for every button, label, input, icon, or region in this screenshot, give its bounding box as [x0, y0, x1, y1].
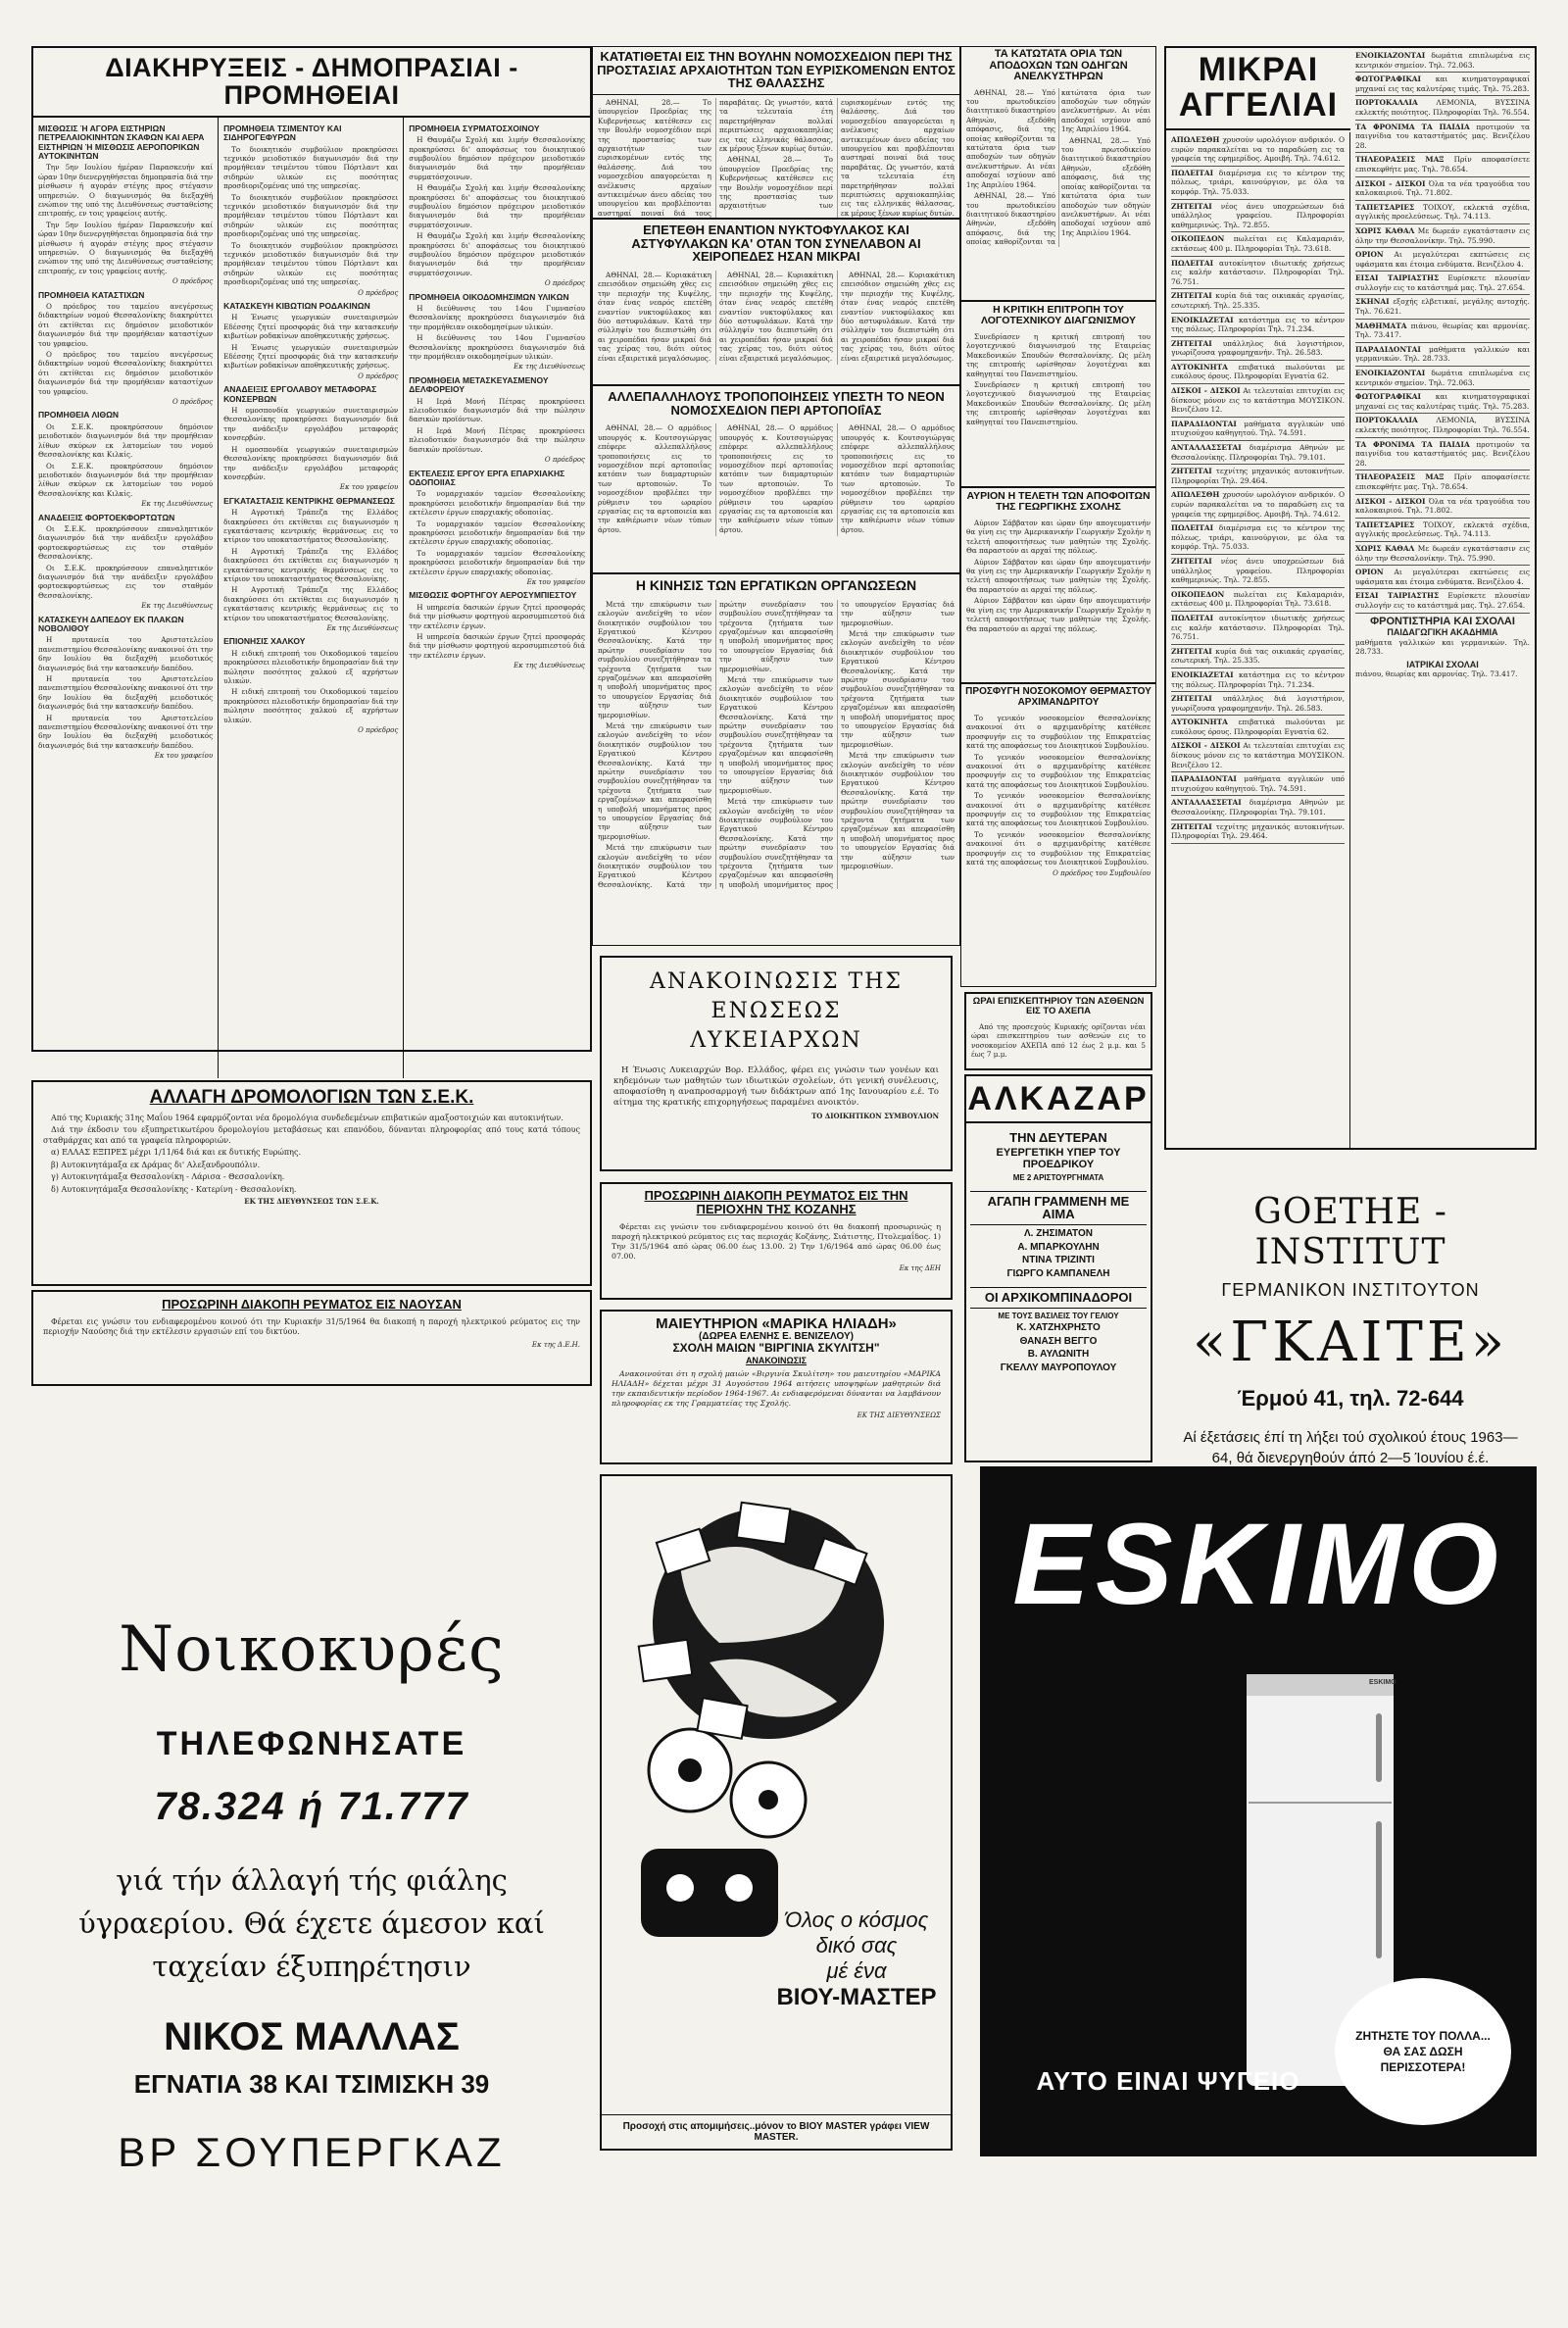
classified-ad: ΠΩΛΕΙΤΑΙ διαμέρισμα εις το κέντρον της πόλεως, τριάρι, καινούργιον, με όλα τα κομφόρ. Τηλ. 75.033.: [1171, 523, 1345, 555]
viewmaster-tagline-3: μέ ένα: [826, 1958, 887, 1983]
play-one-title: ΑΓΑΠΗ ΓΡΑΜΜΕΝΗ ΜΕ ΑΙΜΑ: [970, 1191, 1147, 1225]
goethe-greek: «ΓΚΑΙΤΕ»: [1192, 1311, 1508, 1374]
classified-ad: ΟΙΚΟΠΕΔΟΝ πωλείται εις Καλαμαριάν, εκτάσεως 400 μ. Πληροφορίαι Τηλ. 73.618.: [1171, 234, 1345, 256]
naousa-title: ΠΡΟΣΩΡΙΝΗ ΔΙΑΚΟΠΗ ΡΕΥΜΑΤΟΣ ΕΙΣ ΝΑΟΥΣΑΝ: [162, 1297, 462, 1312]
archimandrite-article: ΠΡΟΣΦΥΓΗ ΝΟΣΟΚΟΜΟΥ ΘΕΡΜΑΣΤΟΥ ΑΡΧΙΜΑΝΔΡΙΤΟΥ Το γενικόν νοσοκομείον Θεσσαλονίκης ανακοινοί ότι ο αρχιμανδρίτης κατέθεσε προσφυγήν εις το συμβούλιον της Επικρατείας κατά της αποφάσεως του Διοικητικού Συμβουλίου. Το γενικόν νοσοκομείον Θεσσαλονίκης ανακοινοί ότι ο αρχιμανδρίτης κατέθεσε προσφυγήν εις το συμβούλιον της Επικρατείας κατά της αποφάσεως του Διοικητικού Συμβουλίου. Το γενικόν νοσοκομείον Θεσσαλονίκης ανακοινοί ότι ο αρχιμανδρίτης κατέθεσε προσφυγήν εις το συμβούλιον της Επικρατείας κατά της αποφάσεως του Διοικητικού Συμβουλίου. Το γενικόν νοσοκομείον Θεσσαλονίκης ανακοινοί ότι ο αρχιμανδρίτης κατέθεσε προσφυγήν εις το συμβούλιον της Επικρατείας κατά της αποφάσεως του Διοικητικού Συμβουλίου. Ο πρόεδρος του Συμβουλίου: [960, 683, 1156, 987]
classified-ad: πιάνου, θεωρίας και αρμονίας. Τηλ. 73.417.: [1355, 669, 1518, 679]
notice-item: ΑΝΑΔΕΙΞΙΣ ΕΡΓΟΛΑΒΟΥ ΜΕΤΑΦΟΡΑΣ ΚΟΝΣΕΡΒΩΝ Η ομοσπονδία γεωργικών συνεταιρισμών Θεσσαλονίκης προκηρύσσει διαγωνισμόν διά την ανάδειξιν εργολάβου μεταφοράς κονσερβών. Η ομοσπονδία γεωργικών συνεταιρισμών Θεσσαλονίκης προκηρύσσει διαγωνισμόν διά την ανάδειξιν εργολάβου μεταφοράς κονσερβών. Εκ του γραφείου: [223, 384, 399, 492]
archaeology-title: ΚΑΤΑΤΙΘΕΤΑΙ ΕΙΣ ΤΗΝ ΒΟΥΛΗΝ ΝΟΜΟΣΧΕΔΙΟΝ ΠΕΡΙ ΤΗΣ ΠΡΟΣΤΑΣΙΑΣ ΑΡΧΑΙΟΤΗΤΩΝ ΤΩΝ ΕΥΡΙΣΚΟΜΕΝΩΝ ΕΝΤΟΣ ΤΗΣ ΘΑΛΑΣΣΗΣ: [593, 47, 959, 95]
viewmaster-tagline-2: δικό σας: [815, 1933, 898, 1957]
notice-item: ΕΓΚΑΤΑΣΤΑΣΙΣ ΚΕΝΤΡΙΚΗΣ ΘΕΡΜΑΝΣΕΩΣ Η Αγροτική Τράπεζα της Ελλάδος διακηρύσσει ότι εκτίθεται εις διαγωνισμόν η εγκατάστασις κεντρικής θερμάνσεως εις το κτίριον του υποκαταστήματος Θεσσαλονίκης. Η Αγροτική Τράπεζα της Ελλάδος διακηρύσσει ότι εκτίθεται εις διαγωνισμόν η εγκατάστασις κεντρικής θερμάνσεως εις το κτίριον του υποκαταστήματος Θεσσαλονίκης. Η Αγροτική Τράπεζα της Ελλάδος διακηρύσσει ότι εκτίθεται εις διαγωνισμόν η εγκατάστασις κεντρικής θερμάνσεως εις το κτίριον του υποκαταστήματος Θεσσαλονίκης. Εκ της Διευθύνσεως: [223, 495, 399, 632]
classified-ad: ΔΙΣΚΟΙ - ΔΙΣΚΟΙ Όλα τα νέα τραγούδια του καλοκαιριού. Τηλ. 71.802.: [1355, 497, 1530, 519]
classified-ad: ΠΑΡΑΔΙΔΟΝΤΑΙ μαθήματα γαλλικών και γερμανικών. Τηλ. 28.733.: [1355, 345, 1530, 367]
literary-article: Η ΚΡΙΤΙΚΗ ΕΠΙΤΡΟΠΗ ΤΟΥ ΛΟΓΟΤΕΧΝΙΚΟΥ ΔΙΑΓΩΝΙΣΜΟΥ Συνεδρίασεν η κριτική επιτροπή του λογοτεχνικού διαγωνισμού της Εταιρείας Μακεδονικών Σπουδών Θεσσαλονίκης. Ως μέλη της επιτροπής ωρίσθησαν λογοτέχναι και καθηγηταί του Πανεπιστημίου. Συνεδρίασεν η κριτική επιτροπή του λογοτεχνικού διαγωνισμού της Εταιρείας Μακεδονικών Σπουδών Θεσσαλονίκης. Ως μέλη της επιτροπής ωρίσθησαν λογοτέχναι και καθηγηταί του Πανεπιστημίου.: [960, 301, 1156, 487]
literary-title: Η ΚΡΙΤΙΚΗ ΕΠΙΤΡΟΠΗ ΤΟΥ ΛΟΓΟΤΕΧΝΙΚΟΥ ΔΙΑΓΩΝΙΣΜΟΥ: [981, 304, 1136, 327]
notice-item: ΠΡΟΜΗΘΕΙΑ ΣΥΡΜΑΤΟΣΧΟΙΝΟΥ Η Θαυμάζω Σχολή και λιμήν Θεσσαλονίκης προκηρύσσει δι' αποφάσεως του διοικητικού συμβουλίου δημόσιον πρόχειρον μειοδοτικόν διαγωνισμόν διά την προμήθειαν συρματόσχοινων. Η Θαυμάζω Σχολή και λιμήν Θεσσαλονίκης προκηρύσσει δι' αποφάσεως του διοικητικού συμβουλίου δημόσιον πρόχειρον μειοδοτικόν διαγωνισμόν διά την προμήθειαν συρματόσχοινων. Η Θαυμάζω Σχολή και λιμήν Θεσσαλονίκης προκηρύσσει δι' αποφάσεως του διοικητικού συμβουλίου δημόσιον πρόχειρον μειοδοτικόν διαγωνισμόν διά την προμήθειαν συρματόσχοινων. Ο πρόεδρος: [409, 123, 585, 288]
goethe-subtitle: ΓΕΡΜΑΝΙΚΟΝ ΙΝΣΤΙΤΟΥΤΟΝ: [1221, 1280, 1480, 1300]
classified-ad: ΧΩΡΙΣ ΚΑΘΑΛ Με δωρεάν εγκατάστασιν εις όλην την Θεσσαλονίκην. Τηλ. 75.990.: [1355, 544, 1530, 566]
viewmaster-tagline-1: Όλος ο κόσμος: [784, 1907, 929, 1932]
classified-ad: ΑΥΤΟΚΙΝΗΤΑ επιβατικά πωλούνται με ευκόλους όρους. Πληροφορίαι Εγνατία 62.: [1171, 363, 1345, 384]
classified-ad: ΕΙΣΑΙ ΤΑΙΡΙΑΣΤΗΣ Ευρίσκετε πλουσίαν συλλογήν εις το κατάστημά μας. Τηλ. 27.654.: [1355, 591, 1530, 613]
classified-ad: ΕΝΟΙΚΙΑΖΟΝΤΑΙ δωμάτια επιπλωμένα εις κεντρικόν σημείον. Τηλ. 72.063.: [1355, 369, 1530, 390]
bakery-title: ΑΛΛΕΠΑΛΛΗΛΟΥΣ ΤΡΟΠΟΠΟΙΗΣΕΙΣ ΥΠΕΣΤΗ ΤΟ ΝΕΟΝ ΝΟΜΟΣΧΕΔΙΟΝ ΠΕΡΙ ΑΡΤΟΠΟΙΐΑΣ: [608, 389, 945, 418]
workers-article: Η ΚΙΝΗΣΙΣ ΤΩΝ ΕΡΓΑΤΙΚΩΝ ΟΡΓΑΝΩΣΕΩΝ Μετά την επικύρωσιν των εκλογών ανεδείχθη το νέον διοικητικόν συμβούλιον του Εργατικού Κέντρου Θεσσαλονίκης. Κατά την πρώτην συνεδρίασιν του συμβουλίου συνεζητήθησαν τα τρέχοντα ζητήματα των εργαζομένων και απεφασίσθη η υποβολή υπομνήματος προς το υπουργείον Εργασίας διά την αύξησιν των ημερομισθίων. Μετά την επικύρωσιν των εκλογών ανεδείχθη το νέον διοικητικόν συμβούλιον του Εργατικού Κέντρου Θεσσαλονίκης. Κατά την πρώτην συνεδρίασιν του συμβουλίου συνεζητήθησαν τα τρέχοντα ζητήματα των εργαζομένων και απεφασίσθη η υποβολή υπομνήματος προς το υπουργείον Εργασίας διά την αύξησιν των ημερομισθίων. Μετά την επικύρωσιν των εκλογών ανεδείχθη το νέον διοικητικόν συμβούλιον του Εργατικού Κέντρου Θεσσαλονίκης. Κατά την πρώτην συνεδρίασιν του συμβουλίου συνεζητήθησαν τα τρέχοντα ζητήματα των εργαζομένων και απεφασίσθη η υποβολή υπομνήματος προς το υπουργείον Εργασίας διά την αύξησιν των ημερομισθίων. Μετά την επικύρωσιν των εκλογών ανεδείχθη το νέον διοικητικόν συμβούλιον του Εργατικού Κέντρου Θεσσαλονίκης. Κατά την πρώτην συνεδρίασιν του συμβουλίου συνεζητήθησαν τα τρέχοντα ζητήματα των εργαζομένων και απεφασίσθη η υποβολή υπομνήματος προς το υπουργείον Εργασίας διά την αύξησιν των ημερομισθίων. Μετά την επικύρωσιν των εκλογών ανεδείχθη το νέον διοικητικόν συμβούλιον του Εργατικού Κέντρου Θεσσαλονίκης. Κατά την πρώτην συνεδρίασιν του συμβουλίου συνεζητήθησαν τα τρέχοντα ζητήματα των εργαζομένων και απεφασίσθη η υποβολή υπομνήματος προς το υπουργείον Εργασίας διά την αύξησιν των ημερομισθίων. Μετά την επικύρωσιν των εκλογών ανεδείχθη το νέον διοικητικόν συμβούλιον του Εργατικού Κέντρου Θεσσαλονίκης. Κατά την πρώτην συνεδρίασιν του συμβουλίου συνεζητήθησαν τα τρέχοντα ζητήματα των εργαζομένων και απεφασίσθη η υποβολή υπομνήματος προς το υπουργείον Εργασίας διά την αύξησιν των ημερομισθίων. Μετά την επικύρωσιν των εκλογών ανεδείχθη το νέον διοικητικόν συμβούλιον του Εργατικού Κέντρου Θεσσαλονίκης. Κατά την πρώτην συνεδρίασιν του συμβουλίου συνεζητήθησαν τα τρέχοντα ζητήματα των εργαζομένων και απεφασίσθη η υποβολή υπομνήματος προς το υπουργείον Εργασίας διά την αύξησιν των ημερομισθίων.: [592, 573, 960, 946]
classified-ad: ΖΗΤΕΙΤΑΙ κυρία διά τας οικιακάς εργασίας, εσωτερική. Τηλ. 25.335.: [1171, 291, 1345, 313]
notice-item: ΑΝΑΔΕΙΞΙΣ ΦΟΡΤΟΕΚΦΟΡΤΩΤΩΝ Οι Σ.Ε.Κ. προκηρύσσουν επαναληπτικόν διαγωνισμόν διά την ανάδειξιν εργολάβου φορτοεκφορτώσεως εις τον σταθμόν Θεσσαλονίκης. Οι Σ.Ε.Κ. προκηρύσσουν επαναληπτικόν διαγωνισμόν διά την ανάδειξιν εργολάβου φορτοεκφορτώσεως εις τον σταθμόν Θεσσαλονίκης. Εκ της Διευθύνσεως: [38, 512, 214, 611]
goethe-ad: [1164, 1157, 1537, 1466]
call-heading: ΤΗΛΕΦΩΝΗΣΑΤΕ: [156, 1725, 467, 1762]
naousa-power-notice: ΠΡΟΣΩΡΙΝΗ ΔΙΑΚΟΠΗ ΡΕΥΜΑΤΟΣ ΕΙΣ ΝΑΟΥΣΑΝ Φέρεται εις γνώσιν του ενδιαφερομένου κοινού ότι την Κυριακήν 31/5/1964 θα διακοπή η παροχή ηλεκτρικού ρεύματος εις την περιοχήν Ναούσης διά την εκτέλεσιν εργασιών επί του δικτύου. Εκ της Δ.Ε.Η.: [31, 1290, 592, 1386]
goethe-text: Αί έξετάσεις έπί τη λήξει τού σχολικού έτους 1963—64, θά διενεργηθούν άπό 2—5 Ίουνίου έ.έ.: [1183, 1429, 1518, 1466]
classified-ad: ΑΝΤΑΛΛΑΣΣΕΤΑΙ διαμέρισμα Αθηνών με Θεσσαλονίκης. Πληροφορίαι Τηλ. 79.101.: [1171, 443, 1345, 465]
announcements-col-c: [404, 118, 590, 1078]
announcements-col-a: [33, 118, 219, 1078]
notice-item: ΚΑΤΑΣΚΕΥΗ ΔΑΠΕΔΟΥ ΕΚ ΠΛΑΚΩΝ ΝΟΒΟΛΙΘΟΥ Η πρυτανεία του Αριστοτελείου πανεπιστημίου Θεσσαλονίκης ανακοινοί ότι την 6ην Ιουλίου θα διεξαχθή μειοδοτικός διαγωνισμός διά την κατασκευήν δαπέδου. Η πρυτανεία του Αριστοτελείου πανεπιστημίου Θεσσαλονίκης ανακοινοί ότι την 6ην Ιουλίου θα διεξαχθή μειοδοτικός διαγωνισμός διά την κατασκευήν δαπέδου. Η πρυτανεία του Αριστοτελείου πανεπιστημίου Θεσσαλονίκης ανακοινοί ότι την 6ην Ιουλίου θα διεξαχθή μειοδοτικός διαγωνισμός διά την κατασκευήν δαπέδου. Εκ του γραφείου: [38, 614, 214, 761]
archimandrite-title: ΠΡΟΣΦΥΓΗ ΝΟΣΟΚΟΜΟΥ ΘΕΡΜΑΣΤΟΥ ΑΡΧΙΜΑΝΔΡΙΤΟΥ: [965, 686, 1152, 708]
iatrikai-heading: ΙΑΤΡΙΚΑΙ ΣΧΟΛΑΙ: [1406, 659, 1479, 669]
classified-ad: ΠΩΛΕΙΤΑΙ διαμέρισμα εις το κέντρον της πόλεως, τριάρι, καινούργιον, με όλα τα κομφόρ. Τηλ. 75.033.: [1171, 169, 1345, 200]
viewmaster-footer: Προσοχή στις απομιμήσεις..μόνον το ΒΙΟΥ MASTER γράφει VIEW MASTER.: [602, 2114, 951, 2149]
graduates-title: ΑΥΡΙΟΝ Η ΤΕΛΕΤΗ ΤΩΝ ΑΠΟΦΟΙΤΩΝ ΤΗΣ ΓΕΩΡΓΙΚΗΣ ΣΧΟΛΗΣ: [966, 490, 1151, 514]
classified-ad: ΔΙΣΚΟΙ - ΔΙΣΚΟΙ Όλα τα νέα τραγούδια του καλοκαιριού. Τηλ. 71.802.: [1355, 179, 1530, 201]
lyceum-notice: ΑΝΑΚΟΙΝΩΣΙΣ ΤΗΣ ΕΝΩΣΕΩΣ ΛΥΚΕΙΑΡΧΩΝ Η Ένωσις Λυκειαρχών Βορ. Ελλάδος, φέρει εις γνώσιν των γονέων και κηδεμόνων των μαθητών των ιδιωτικών σχολείων, ότι γενική συνέλευσις, αποφασίσθη η αναπροσαρμογή των διδάκτρων από 1ης Ιανουαρίου ε.έ. Το αίτημα της κρατικής επιχορηγήσεως παραμένει ανοικτόν. ΤΟ ΔΙΟΙΚΗΤΙΚΟΝ ΣΥΜΒΟΥΛΙΟΝ: [600, 956, 953, 1171]
classified-ad: ΟΙΚΟΠΕΔΟΝ πωλείται εις Καλαμαριάν, εκτάσεως 400 μ. Πληροφορίαι Τηλ. 73.618.: [1171, 590, 1345, 612]
eskimo-brand: ESKIMO: [1012, 1500, 1504, 1629]
classified-ad: ΖΗΤΕΙΤΑΙ υπάλληλος διά λογιστήριον, γνωρίζουσα γραφομηχανήν. Τηλ. 26.583.: [1171, 339, 1345, 361]
classified-ad: ΦΩΤΟΓΡΑΦΙΚΑΙ και κινηματογραφικαί μηχαναί εις τας καλυτέρας τιμάς. Τηλ. 75.283.: [1355, 74, 1530, 96]
play-two-title: ΟΙ ΑΡΧΙΚΟΜΠΙΝΑΔΟΡΟΙ: [970, 1287, 1147, 1309]
gas-ad: [31, 1398, 592, 2175]
maternity-school: ΣΧΟΛΗ ΜΑΙΩΝ "ΒΙΡΓΙΝΙΑ ΣΚΥΛΙΤΣΗ": [672, 1341, 880, 1356]
classified-ad: ΑΥΤΟΚΙΝΗΤΑ επιβατικά πωλούνται με ευκόλους όρους. Πληροφορίαι Εγνατία 62.: [1171, 718, 1345, 739]
maternity-notice: ΜΑΙΕΥΤΗΡΙΟΝ «ΜΑΡΙΚΑ ΗΛΙΑΔΗ» (ΔΩΡΕΑ ΕΛΕΝΗΣ Ε. ΒΕΝΙΖΕΛΟΥ) ΣΧΟΛΗ ΜΑΙΩΝ "ΒΙΡΓΙΝΙΑ ΣΚΥΛΙΤΣΗ" ΑΝΑΚΟΙΝΩΣΙΣ Ανακοινούται ότι η σχολή μαιών «Βιργινία Σκυλίτση» του μαιευτηρίου «ΜΑΡΙΚΑ ΗΛΙΑΔΗ» δέχεται μέχρι 31 Αυγούστου 1964 αιτήσεις υποψηφίων μαθητριών διά την εκπαιδευτικήν περίοδον 1964-1967. Αι ενδιαφερόμεναι δύνανται να λαμβάνουν πληροφορίας εκ της Γραμματείας της Σχολής. ΕΚ ΤΗΣ ΔΙΕΥΘΥΝΣΕΩΣ: [600, 1310, 953, 1464]
notice-item: ΜΙΣΘΩΣΙΣ ΦΟΡΤΗΓΟΥ ΑΕΡΟΣΥΜΠΙΕΣΤΟΥ Η υπηρεσία δασικών έργων ζητεί προσφοράς διά την μίσθωσιν φορτηγού αεροσυμπιεστού διά την εκτέλεσιν έργων. Η υπηρεσία δασικών έργων ζητεί προσφοράς διά την μίσθωσιν φορτηγού αεροσυμπιεστού διά την εκτέλεσιν έργων. Εκ της Διευθύνσεως: [409, 590, 585, 670]
classified-ad: ΖΗΤΕΙΤΑΙ τεχνίτης μηχανικός αυτοκινήτων. Πληροφορίαι Τηλ. 29.464.: [1171, 467, 1345, 488]
alcazar-title: ΑΛΚΑΖΑΡ: [966, 1076, 1151, 1123]
classified-ad: ΕΝΟΙΚΙΑΖΟΝΤΑΙ δωμάτια επιπλωμένα εις κεντρικόν σημείον. Τηλ. 72.063.: [1355, 51, 1530, 73]
eskimo-slogan: ΑΥΤΟ ΕΙΝΑΙ ΨΥΓΕΙΟ: [1036, 2066, 1300, 2096]
workers-title: Η ΚΙΝΗΣΙΣ ΤΩΝ ΕΡΓΑΤΙΚΩΝ ΟΡΓΑΝΩΣΕΩΝ: [635, 577, 917, 593]
classified-ad: ΧΩΡΙΣ ΚΑΘΑΛ Με δωρεάν εγκατάστασιν εις όλην την Θεσσαλονίκην. Τηλ. 75.990.: [1355, 226, 1530, 248]
maternity-label: ΑΝΑΚΟΙΝΩΣΙΣ: [745, 1355, 808, 1365]
sek-schedule-notice: ΑΛΛΑΓΗ ΔΡΟΜΟΛΟΓΙΩΝ ΤΩΝ Σ.Ε.Κ. Από της Κυριακής 31ης Μαΐου 1964 εφαρμόζονται νέα δρομολόγια συνδεδεμένων επιβατικών αμαξοστοιχιών και αυτοκινήτων. Διά την έκδοσιν του εξυπηρετικωτέρου δρομολογίου μεταβάσεως και επανόδου, δύνανται πληροφορίας από τους κατά τόπους σταθμάρχας και από τα γραφεία πληροφοριών. α) ΕΛΛΑΣ ΕΞΠΡΕΣ μέχρι 1/11/64 διά και εκ δυτικής Ευρώπης. β) Αυτοκινητάμαξα εκ Δράμας δι' Αλεξανδρουπόλιν. γ) Αυτοκινητάμαξα Θεσσαλονίκη - Λάρισα - Θεσσαλονίκη. δ) Αυτοκινητάμαξα Θεσσαλονίκης - Κατερίνη - Θεσσαλονίκη. ΕΚ ΤΗΣ ΔΙΕΥΘΥΝΣΕΩΣ ΤΩΝ Σ.Ε.Κ.: [31, 1080, 592, 1286]
classified-ad: ΖΗΤΕΙΤΑΙ τεχνίτης μηχανικός αυτοκινήτων. Πληροφορίαι Τηλ. 29.464.: [1171, 822, 1345, 844]
notice-item: ΠΡΟΜΗΘΕΙΑ ΚΑΤΑΣΤΙΧΩΝ Ο πρόεδρος του ταμείου ανεγέρσεως διδακτηρίων νομού Θεσσαλονίκης διακηρύττει ότι εκτίθεται εις δημόσιον μειοδοτικόν διαγωνισμόν διά την προμήθειαν καταστίχων του γραφείου. Ο πρόεδρος του ταμείου ανεγέρσεως διδακτηρίων νομού Θεσσαλονίκης διακηρύττει ότι εκτίθεται εις δημόσιον μειοδοτικόν διαγωνισμόν διά την προμήθειαν καταστίχων του γραφείου. Ο πρόεδρος: [38, 289, 214, 407]
phone-numbers: 78.324 ή 71.777: [154, 1785, 469, 1828]
classifieds-col-left: [1166, 132, 1350, 1148]
guards-title: ΕΠΕΤΕΘΗ ΕΝΑΝΤΙΟΝ ΝΥΚΤΟΦΥΛΑΚΟΣ ΚΑΙ ΑΣΤΥΦΥΛΑΚΩΝ ΚΑ' ΟΤΑΝ ΤΟΝ ΣΥΝΕΛΑΒΟΝ ΑΙ ΧΕΙΡΟΠΕΔΕΣ ΗΣΑΝ ΜΙΚΡΑΙ: [631, 223, 921, 265]
classified-ad: ΠΑΡΑΔΙΔΟΝΤΑΙ μαθήματα αγγλικών υπό πτυχιούχου καθηγητού. Τηλ. 74.591.: [1171, 774, 1345, 796]
classified-ad: ΖΗΤΕΙΤΑΙ νέος άνευ υποχρεώσεων διά υπάλληλος γραφείου. Πληροφορίαι καθημερινώς. Τηλ. 72.855.: [1171, 557, 1345, 588]
announcements-col-b: [219, 118, 404, 1078]
classified-ad: ΦΩΤΟΓΡΑΦΙΚΑΙ και κινηματογραφικαί μηχαναί εις τας καλυτέρας τιμάς. Τηλ. 75.283.: [1355, 392, 1530, 414]
dealer-address: ΕΓΝΑΤΙΑ 38 ΚΑΙ ΤΣΙΜΙΣΚΗ 39: [133, 2069, 490, 2099]
classified-ad: ΖΗΤΕΙΤΑΙ νέος άνευ υποχρεώσεων διά υπάλληλος γραφείου. Πληροφορίαι καθημερινώς. Τηλ. 72.855.: [1171, 202, 1345, 233]
brand-name: ΒΡ ΣΟΥΠΕΡΓΚΑΖ: [118, 2129, 506, 2175]
classified-ad: ΤΗΛΕΟΡΑΣΕΙΣ ΜΑΞ Πρίν αποφασίσετε επισκεφθήτε μας. Τηλ. 78.654.: [1355, 155, 1530, 176]
viewer-icon: [641, 1849, 778, 1937]
notice-item: ΠΡΟΜΗΘΕΙΑ ΛΙΘΩΝ Οι Σ.Ε.Κ. προκηρύσσουν δημόσιον μειοδοτικόν διαγωνισμόν διά την προμήθειαν λίθων σκύρων εκ λατομείων του νομού Θεσσαλονίκης και Κιλκίς. Οι Σ.Ε.Κ. προκηρύσσουν δημόσιον μειοδοτικόν διαγωνισμόν διά την προμήθειαν λίθων σκύρων εκ λατομείων του νομού Θεσσαλονίκης και Κιλκίς. Εκ της Διευθύνσεως: [38, 410, 214, 509]
classified-ad: ΑΠΩΛΕΣΘΗ χρυσούν ωρολόγιον ανδρικόν. Ο ευρών παρακαλείται να το παραδώση εις τα γραφεία της εφημερίδος. Αμοιβή. Τηλ. 74.612.: [1171, 135, 1345, 167]
goethe-address: Έρμού 41, τηλ. 72-644: [1237, 1386, 1464, 1411]
maternity-subtitle: (ΔΩΡΕΑ ΕΛΕΝΗΣ Ε. ΒΕΝΙΖΕΛΟΥ): [699, 1330, 854, 1342]
classified-ad: ΤΑ ΦΡΟΝΙΜΑ ΤΑ ΠΑΙΔΙΑ προτιμούν τα παιγνίδια του καταστήματός μας. Βενιζέλου 28.: [1355, 123, 1530, 154]
classifieds-col-right: [1350, 48, 1535, 1148]
announcements-title: ΔΙΑΚΗΡΥΞΕΙΣ - ΔΗΜΟΠΡΑΣΙΑΙ - ΠΡΟΜΗΘΕΙΑΙ: [33, 48, 590, 118]
eskimo-ad: [980, 1466, 1537, 2156]
dealer-name: ΝΙΚΟΣ ΜΑΛΛΑΣ: [164, 2015, 460, 2058]
classified-ad: μαθήματα γαλλικών και γερμανικών. Τηλ. 28.733.: [1355, 637, 1530, 657]
classified-ad: ΔΙΣΚΟΙ - ΔΙΣΚΟΙ Αι τελευταίαι επιτυχίαι εις δίσκους μόνον εις το κατάστημα ΜΟΥΣΙΚΟΝ. Βενιζέλου 12.: [1171, 741, 1345, 772]
fridge-label: ESKIMO: [1369, 1679, 1396, 1686]
gas-message: γιά τήν άλλαγή τής φιάλης ύγραερίου. Θά έχετε άμεσον καί ταχείαν έξυπηρέτησιν: [78, 1863, 545, 1983]
notice-item: ΠΡΟΜΗΘΕΙΑ ΤΣΙΜΕΝΤΟΥ ΚΑΙ ΣΙΔΗΡΟΓΕΦΥΡΩΝ Το διοικητικόν συμβούλιον προκηρύσσει τεχνικόν μειοδοτικόν διαγωνισμόν διά την προμήθειαν τσιμέντου τύπου Πόρτλαντ και σιδηρών υλικών εις ποσότητας προσδιοριζομένας υπό της υπηρεσίας. Το διοικητικόν συμβούλιον προκηρύσσει τεχνικόν μειοδοτικόν διαγωνισμόν διά την προμήθειαν τσιμέντου τύπου Πόρτλαντ και σιδηρών υλικών εις ποσότητας προσδιοριζομένας υπό της υπηρεσίας. Το διοικητικόν συμβούλιον προκηρύσσει τεχνικόν μειοδοτικόν διαγωνισμόν διά την προμήθειαν τσιμέντου τύπου Πόρτλαντ και σιδηρών υλικών εις ποσότητας προσδιοριζομένας υπό της υπηρεσίας. Ο πρόεδρος: [223, 123, 399, 297]
classified-ad: ΤΑΠΕΤΣΑΡΙΕΣ ΤΟΙΧΟΥ, εκλεκτά σχέδια, αγγλικής προελεύσεως. Τηλ. 74.113.: [1355, 203, 1530, 224]
guards-article: ΕΠΕΤΕΘΗ ΕΝΑΝΤΙΟΝ ΝΥΚΤΟΦΥΛΑΚΟΣ ΚΑΙ ΑΣΤΥΦΥΛΑΚΩΝ ΚΑ' ΟΤΑΝ ΤΟΝ ΣΥΝΕΛΑΒΟΝ ΑΙ ΧΕΙΡΟΠΕΔΕΣ ΗΣΑΝ ΜΙΚΡΑΙ ΑΘΗΝΑΙ, 28.— Κυριακάτικη επεισόδιον σημειώθη χθες εις την περιοχήν της Κυψέλης, όταν ένας νεαρός επετέθη εναντίον νυκτοφύλακος και δύο αστυφυλάκων. Κατά την σύλληψίν του διεπιστώθη ότι αι χειροπέδαι ήσαν μικραί διά τας χείρας του, διότι ούτος είναι εξαιρετικά μεγαλόσωμος. ΑΘΗΝΑΙ, 28.— Κυριακάτικη επεισόδιον σημειώθη χθες εις την περιοχήν της Κυψέλης, όταν ένας νεαρός επετέθη εναντίον νυκτοφύλακος και δύο αστυφυλάκων. Κατά την σύλληψίν του διεπιστώθη ότι αι χειροπέδαι ήσαν μικραί διά τας χείρας του, διότι ούτος είναι εξαιρετικά μεγαλόσωμος. ΑΘΗΝΑΙ, 28.— Κυριακάτικη επεισόδιον σημειώθη χθες εις την περιοχήν της Κυψέλης, όταν ένας νεαρός επετέθη εναντίον νυκτοφύλακος και δύο αστυφυλάκων. Κατά την σύλληψίν του διεπιστώθη ότι αι χειροπέδαι ήσαν μικραί διά τας χείρας του, διότι ούτος είναι εξαιρετικά μεγαλόσωμος.: [592, 219, 960, 385]
archaeology-article: ΚΑΤΑΤΙΘΕΤΑΙ ΕΙΣ ΤΗΝ ΒΟΥΛΗΝ ΝΟΜΟΣΧΕΔΙΟΝ ΠΕΡΙ ΤΗΣ ΠΡΟΣΤΑΣΙΑΣ ΑΡΧΑΙΟΤΗΤΩΝ ΤΩΝ ΕΥΡΙΣΚΟΜΕΝΩΝ ΕΝΤΟΣ ΤΗΣ ΘΑΛΑΣΣΗΣ ΑΘΗΝΑΙ, 28.— Το ύπουργείον Προεδρίας της Κυβερνήσεως κατέθεσεν εις την Βουλήν νομοσχέδιον περί της προστασίας των αρχαιοτήτων των ευρισκομένων εντός της θαλάσσης. Διά του νομοσχεδίου απαγορεύεται η ανέλκυσις αρχαίων αντικειμένων άνευ αδείας του υπουργείου και προβλέπονται αυστηραί ποιναί διά τους παραβάτας. Ως γνωστόν, κατά τα τελευταία έτη παρετηρήθησαν πολλαί περιπτώσεις αρχαιοκαπηλίας εις τας ελληνικάς θάλασσας, εκ μέρους ξένων κυρίως δυτών. ΑΘΗΝΑΙ, 28.— Το ύπουργείον Προεδρίας της Κυβερνήσεως κατέθεσεν εις την Βουλήν νομοσχέδιον περί της προστασίας των αρχαιοτήτων των ευρισκομένων εντός της θαλάσσης. Διά του νομοσχεδίου απαγορεύεται η ανέλκυσις αρχαίων αντικειμένων άνευ αδείας του υπουργείου και προβλέπονται αυστηραί ποιναί διά τους παραβάτας. Ως γνωστόν, κατά τα τελευταία έτη παρετηρήθησαν πολλαί περιπτώσεις αρχαιοκαπηλίας εις τας ελληνικάς θάλασσας, εκ μέρους ξένων κυρίως δυτών.: [592, 46, 960, 219]
classifieds-title: ΜΙΚΡΑΙ ΑΓΓΕΛΙΑΙ: [1166, 48, 1350, 130]
classified-ad: ΠΟΡΤΟΚΑΛΛΙΑ ΛΕΜΟΝΙΑ, ΒΥΣΣΙΝΑ εκλεκτής ποιότητος. Πληροφορίαι Τηλ. 76.554.: [1355, 416, 1530, 437]
sek-title: ΑΛΛΑΓΗ ΔΡΟΜΟΛΟΓΙΩΝ ΤΩΝ Σ.Ε.Κ.: [149, 1087, 474, 1108]
classified-ad: ΜΑΘΗΜΑΤΑ πιάνου, θεωρίας και αρμονίας. Τηλ. 73.417.: [1355, 322, 1530, 343]
goethe-name: GOETHE - INSTITUT: [1253, 1192, 1447, 1272]
notice-item: ΠΡΟΜΗΘΕΙΑ ΜΕΤΑΣΚΕΥΑΣΜΕΝΟΥ ΔΕΛΦΟΡΕΙΟΥ Η Ιερά Μονή Πέτρας προκηρύσσει πλειοδοτικόν διαγωνισμόν διά την πώλησιν δασικών προϊόντων. Η Ιερά Μονή Πέτρας προκηρύσσει πλειοδοτικόν διαγωνισμόν διά την πώλησιν δασικών προϊόντων. Ο πρόεδρος: [409, 374, 585, 465]
maternity-title: ΜΑΙΕΥΤΗΡΙΟΝ «ΜΑΡΙΚΑ ΗΛΙΑΔΗ»: [656, 1315, 897, 1332]
classified-ad: ΖΗΤΕΙΤΑΙ κυρία διά τας οικιακάς εργασίας, εσωτερική. Τηλ. 25.335.: [1171, 647, 1345, 669]
classified-ad: ΠΩΛΕΙΤΑΙ αυτοκίνητον ιδιωτικής χρήσεως εις καλήν κατάστασιν. Πληροφορίαι Τηλ. 76.751.: [1171, 614, 1345, 645]
classified-ad: ΠΟΡΤΟΚΑΛΛΙΑ ΛΕΜΟΝΙΑ, ΒΥΣΣΙΝΑ εκλεκτής ποιότητος. Πληροφορίαι Τηλ. 76.554.: [1355, 98, 1530, 120]
classified-ad: ΕΝΟΙΚΙΑΖΕΤΑΙ κατάστημα εις το κέντρον της πόλεως. Πληροφορίαι Τηλ. 71.234.: [1171, 316, 1345, 337]
kozani-title: ΠΡΟΣΩΡΙΝΗ ΔΙΑΚΟΠΗ ΡΕΥΜΑΤΟΣ ΕΙΣ ΤΗΝ ΠΕΡΙΟΧΗΝ ΤΗΣ ΚΟΖΑΝΗΣ: [644, 1188, 908, 1216]
housewives-heading: Νοικοκυρές: [119, 1613, 505, 1686]
wages-title: ΤΑ ΚΑΤΩΤΑΤΑ ΟΡΙΑ ΤΩΝ ΑΠΟΔΟΧΩΝ ΤΩΝ ΟΔΗΓΩΝ ΑΝΕΛΚΥΣΤΗΡΩΝ: [989, 48, 1128, 83]
classified-ad: ΠΩΛΕΙΤΑΙ αυτοκίνητον ιδιωτικής χρήσεως εις καλήν κατάστασιν. Πληροφορίαι Τηλ. 76.751.: [1171, 259, 1345, 290]
clinic-title: ΩΡΑΙ ΕΠΙΣΚΕΠΤΗΡΙΟΥ ΤΩΝ ΑΣΘΕΝΩΝ ΕΙΣ ΤΟ ΑΧΕΠΑ: [972, 996, 1145, 1016]
lyceum-title: ΑΝΑΚΟΙΝΩΣΙΣ ΤΗΣ ΕΝΩΣΕΩΣ ΛΥΚΕΙΑΡΧΩΝ: [650, 969, 903, 1053]
notice-item: ΠΡΟΜΗΘΕΙΑ ΟΙΚΟΔΟΜΗΣΙΜΩΝ ΥΛΙΚΩΝ Η διεύθυνσις του 14ου Γυμνασίου Θεσσαλονίκης προκηρύσσει διαγωνισμόν διά την προμήθειαν οικοδομησίμων υλικών. Η διεύθυνσις του 14ου Γυμνασίου Θεσσαλονίκης προκηρύσσει διαγωνισμόν διά την προμήθειαν οικοδομησίμων υλικών. Εκ της Διευθύνσεως: [409, 291, 585, 371]
notice-item: ΚΑΤΑΣΚΕΥΗ ΚΙΒΩΤΙΩΝ ΡΟΔΑΚΙΝΩΝ Η Ένωσις γεωργικών συνεταιρισμών Εδέσσης ζητεί προσφοράς διά την κατασκευήν κιβωτίων ροδακίνων αποθηκευτικής χρήσεως. Η Ένωσις γεωργικών συνεταιρισμών Εδέσσης ζητεί προσφοράς διά την κατασκευήν κιβωτίων ροδακίνων αποθηκευτικής χρήσεως. Ο πρόεδρος: [223, 301, 399, 380]
classified-ad: ΕΙΣΑΙ ΤΑΙΡΙΑΣΤΗΣ Ευρίσκετε πλουσίαν συλλογήν εις το κατάστημά μας. Τηλ. 27.654.: [1355, 273, 1530, 295]
alcazar-ad: ΑΛΚΑΖΑΡ ΤΗΝ ΔΕΥΤΕΡΑΝ ΕΥΕΡΓΕΤΙΚΗ ΥΠΕΡ ΤΟΥ ΠΡΟΕΔΡΙΚΟΥ ΜΕ 2 ΑΡΙΣΤΟΥΡΓΗΜΑΤΑ ΑΓΑΠΗ ΓΡΑΜΜΕΝΗ ΜΕ ΑΙΜΑ Λ. ΖΗΣΙΜΑΤΟΝ Α. ΜΠΑΡΚΟΥΛΗΝ ΝΤΙΝΑ ΤΡΙΖΙΝΤΙ ΓΙΩΡΓΟ ΚΑΜΠΑΝΕΛΗ ΟΙ ΑΡΧΙΚΟΜΠΙΝΑΔΟΡΟΙ ΜΕ ΤΟΥΣ ΒΑΣΙΛΕΙΣ ΤΟΥ ΓΕΛΙΟΥ Κ. ΧΑΤΖΗΧΡΗΣΤΟ ΘΑΝΑΣΗ ΒΕΓΓΟ Β. ΑΥΛΩΝΙΤΗ ΓΚΕΛΛΥ ΜΑΥΡΟΠΟΥΛΟΥ: [964, 1074, 1152, 1462]
notice-item: ΕΚΤΕΛΕΣΙΣ ΕΡΓΟΥ ΕΡΓΑ ΕΠΑΡΧΙΑΚΗΣ ΟΔΟΠΟΙΙΑΣ Το νομαρχιακόν ταμείον Θεσσαλονίκης προκηρύσσει μειοδοτικήν δημοπρασίαν διά την εκτέλεσιν έργων επαρχιακής οδοποιίας. Το νομαρχιακόν ταμείον Θεσσαλονίκης προκηρύσσει μειοδοτικήν δημοπρασίαν διά την εκτέλεσιν έργων επαρχιακής οδοποιίας. Το νομαρχιακόν ταμείον Θεσσαλονίκης προκηρύσσει μειοδοτικήν δημοπρασίαν διά την εκτέλεσιν έργων επαρχιακής οδοποιίας. Εκ του γραφείου: [409, 468, 585, 586]
viewmaster-brand: ΒΙΟΥ-ΜΑΣΤΕΡ: [776, 1984, 937, 2010]
speech-bubble: ΖΗΤΗΣΤΕ ΤΟΥ ΠΟΛΛΑ... ΘΑ ΣΑΣ ΔΩΣΗ ΠΕΡΙΣΣΟΤΕΡΑ!: [1335, 1978, 1511, 2125]
classified-ad: ΑΝΤΑΛΛΑΣΣΕΤΑΙ διαμέρισμα Αθηνών με Θεσσαλονίκης. Πληροφορίαι Τηλ. 79.101.: [1171, 798, 1345, 819]
notice-item: ΜΙΣΘΩΣΙΣ Ή ΑΓΟΡΑ ΕΙΣΤΗΡΙΩΝ ΠΕΤΡΕΛΑΙΟΚΙΝΗΤΩΝ ΣΚΑΦΩΝ ΚΑΙ ΑΕΡΑ ΕΙΣΤΗΡΙΩΝ Ή ΜΙΣΘΩΣΙΣ ΑΕΡΟΠΟΡΙΚΩΝ ΑΥΤΟΚΙΝΗΤΩΝ Την 5ην Ιουλίου ήμέραν Παρασκευήν καί ώραν 10ην διενεργηθήσεται δημοπρασία διά την μίσθωσιν ή αγοράν στέγης προς στέγασιν υπηρεσιών. Ο διαγωνισμός θα διεξαχθή ενώπιον της υπό της Διευθύνσεως συσταθείσης επιτροπής, εν τοις γραφείοις αυτής. Την 5ην Ιουλίου ήμέραν Παρασκευήν καί ώραν 10ην διενεργηθήσεται δημοπρασία διά την μίσθωσιν ή αγοράν στέγης προς στέγασιν υπηρεσιών. Ο διαγωνισμός θα διεξαχθή ενώπιον της υπό της Διευθύνσεως συσταθείσης επιτροπής, εν τοις γραφείοις αυτής. Ο πρόεδρος: [38, 123, 214, 286]
classified-ad: ΤΗΛΕΟΡΑΣΕΙΣ ΜΑΞ Πρίν αποφασίσετε επισκεφθήτε μας. Τηλ. 78.654.: [1355, 472, 1530, 494]
graduates-article: ΑΥΡΙΟΝ Η ΤΕΛΕΤΗ ΤΩΝ ΑΠΟΦΟΙΤΩΝ ΤΗΣ ΓΕΩΡΓΙΚΗΣ ΣΧΟΛΗΣ Αύριον Σάββατον και ώραν 6ην απογευματινήν θα γίνη εις την Αμερικανικήν Γεωργικήν Σχολήν η τελετή αποφοιτήσεως των μαθητών της Σχολής. Θα παραστούν αι αρχαί της πόλεως. Αύριον Σάββατον και ώραν 6ην απογευματινήν θα γίνη εις την Αμερικανικήν Γεωργικήν Σχολήν η τελετή αποφοιτήσεως των μαθητών της Σχολής. Θα παραστούν αι αρχαί της πόλεως. Αύριον Σάββατον και ώραν 6ην απογευματινήν θα γίνη εις την Αμερικανικήν Γεωργικήν Σχολήν η τελετή αποφοιτήσεως των μαθητών της Σχολής. Θα παραστούν αι αρχαί της πόλεως.: [960, 487, 1156, 683]
classifieds-section: [1164, 46, 1537, 1150]
notice-item: ΕΠΙΟΝΗΣΙΣ ΧΑΛΚΟΥ Η ειδική επιτροπή του Οικοδομικού ταμείου προκηρύσσει πλειοδοτικήν δημοπρασίαν διά την πώλησιν ποσότητος χαλκού εξ αχρήστων υλικών. Η ειδική επιτροπή του Οικοδομικού ταμείου προκηρύσσει πλειοδοτικήν δημοπρασίαν διά την πώλησιν ποσότητος χαλκού εξ αχρήστων υλικών. Ο πρόεδρος: [223, 636, 399, 735]
classified-ad: ΔΙΣΚΟΙ - ΔΙΣΚΟΙ Αι τελευταίαι επιτυχίαι εις δίσκους μόνον εις το κατάστημα ΜΟΥΣΙΚΟΝ. Βενιζέλου 12.: [1171, 386, 1345, 418]
classified-ad: ΟΡΙΟΝ Αι μεγαλύτεραι εκπτώσεις εις υφάσματα και έτοιμα ενδύματα. Βενιζέλου 4.: [1355, 568, 1530, 589]
classified-ad: ΤΑΠΕΤΣΑΡΙΕΣ ΤΟΙΧΟΥ, εκλεκτά σχέδια, αγγλικής προελεύσεως. Τηλ. 74.113.: [1355, 520, 1530, 542]
clinic-hours-notice: ΩΡΑΙ ΕΠΙΣΚΕΠΤΗΡΙΟΥ ΤΩΝ ΑΣΘΕΝΩΝ ΕΙΣ ΤΟ ΑΧΕΠΑ Από της προσεχούς Κυριακής ορίζονται νέαι ώραι επισκεπτηρίου των ασθενών εις το νοσοκομείον ΑΧΕΠΑ από 12 έως 2 μ.μ. και 5 έως 7 μ.μ.: [964, 992, 1152, 1070]
classified-ad: ΟΡΙΟΝ Αι μεγαλύτεραι εκπτώσεις εις υφάσματα και έτοιμα ενδύματα. Βενιζέλου 4.: [1355, 250, 1530, 272]
academy-heading: ΠΑΙΔΑΓΩΓΙΚΗ ΑΚΑΔΗΜΙΑ: [1387, 627, 1498, 638]
classified-ad: ΣΚΗΝΑΙ εξοχής ελβετικαί, μεγάλης αντοχής. Τηλ. 76.621.: [1355, 297, 1530, 319]
frontistiria-heading: ΦΡΟΝΤΙΣΤΗΡΙΑ ΚΑΙ ΣΧΟΛΑΙ: [1370, 615, 1515, 627]
classified-ad: ΤΑ ΦΡΟΝΙΜΑ ΤΑ ΠΑΙΔΙΑ προτιμούν τα παιγνίδια του καταστήματός μας. Βενιζέλου 28.: [1355, 440, 1530, 471]
classified-ad: ΖΗΤΕΙΤΑΙ υπάλληλος διά λογιστήριον, γνωρίζουσα γραφομηχανήν. Τηλ. 26.583.: [1171, 694, 1345, 716]
viewmaster-ad: [600, 1474, 953, 2151]
announcements-section: [31, 46, 592, 1052]
classified-ad: ΠΑΡΑΔΙΔΟΝΤΑΙ μαθήματα αγγλικών υπό πτυχιούχου καθηγητού. Τηλ. 74.591.: [1171, 420, 1345, 441]
bakery-article: ΑΛΛΕΠΑΛΛΗΛΟΥΣ ΤΡΟΠΟΠΟΙΗΣΕΙΣ ΥΠΕΣΤΗ ΤΟ ΝΕΟΝ ΝΟΜΟΣΧΕΔΙΟΝ ΠΕΡΙ ΑΡΤΟΠΟΙΐΑΣ ΑΘΗΝΑΙ, 28.— Ο αρμόδιος υπουργός κ. Κουτσογιώργας επέφερε αλλεπαλλήλους τροποποιήσεις εις το νομοσχέδιον περί αρτοποιΐας κατόπιν των διαμαρτυριών των αρτοποιών. Το νομοσχέδιον προβλέπει την ρύθμισιν του ωραρίου εργασίας εις τα αρτοποιεία και την καθιέρωσιν νέων τύπων άρτου. ΑΘΗΝΑΙ, 28.— Ο αρμόδιος υπουργός κ. Κουτσογιώργας επέφερε αλλεπαλλήλους τροποποιήσεις εις το νομοσχέδιον περί αρτοποιΐας κατόπιν των διαμαρτυριών των αρτοποιών. Το νομοσχέδιον προβλέπει την ρύθμισιν του ωραρίου εργασίας εις τα αρτοποιεία και την καθιέρωσιν νέων τύπων άρτου. ΑΘΗΝΑΙ, 28.— Ο αρμόδιος υπουργός κ. Κουτσογιώργας επέφερε αλλεπαλλήλους τροποποιήσεις εις το νομοσχέδιον περί αρτοποιΐας κατόπιν των διαμαρτυριών των αρτοποιών. Το νομοσχέδιον προβλέπει την ρύθμισιν του ωραρίου εργασίας εις τα αρτοποιεία και την καθιέρωσιν νέων τύπων άρτου.: [592, 385, 960, 573]
classified-ad: ΕΝΟΙΚΙΑΖΕΤΑΙ κατάστημα εις το κέντρον της πόλεως. Πληροφορίαι Τηλ. 71.234.: [1171, 670, 1345, 692]
kozani-power-notice: ΠΡΟΣΩΡΙΝΗ ΔΙΑΚΟΠΗ ΡΕΥΜΑΤΟΣ ΕΙΣ ΤΗΝ ΠΕΡΙΟΧΗΝ ΤΗΣ ΚΟΖΑΝΗΣ Φέρεται εις γνώσιν του ενδιαφερομένου κοινού ότι θα διακοπή προσωρινώς η παροχή ηλεκτρικού ρεύματος εις τας περιοχάς Κοζάνης, Σιάτιστης, Πτολεμαΐδος. 1) Την 31/5/1964 από ώρας 06.00 έως 13.00. 2) Την 1/6/1964 από ώρας 06.00 έως 07.00. Εκ της ΔΕΗ: [600, 1182, 953, 1300]
wages-article: ΤΑ ΚΑΤΩΤΑΤΑ ΟΡΙΑ ΤΩΝ ΑΠΟΔΟΧΩΝ ΤΩΝ ΟΔΗΓΩΝ ΑΝΕΛΚΥΣΤΗΡΩΝ ΑΘΗΝΑΙ, 28.— Υπό του πρωτοδικείου διαιτητικού δικαστηρίου Αθηνών, εξεδόθη απόφασις, διά της οποίας καθορίζονται τα κατώτατα όρια των αποδοχών των οδηγών ανελκυστήρων. Αι νέαι αποδοχαί ισχύουν από 1ης Απριλίου 1964. ΑΘΗΝΑΙ, 28.— Υπό του πρωτοδικείου διαιτητικού δικαστηρίου Αθηνών, εξεδόθη απόφασις, διά της οποίας καθορίζονται τα κατώτατα όρια των αποδοχών των οδηγών ανελκυστήρων. Αι νέαι αποδοχαί ισχύουν από 1ης Απριλίου 1964. ΑΘΗΝΑΙ, 28.— Υπό του πρωτοδικείου διαιτητικού δικαστηρίου Αθηνών, εξεδόθη απόφασις, διά της οποίας καθορίζονται τα κατώτατα όρια των αποδοχών των οδηγών ανελκυστήρων. Αι νέαι αποδοχαί ισχύουν από 1ης Απριλίου 1964.: [960, 46, 1156, 301]
classified-ad: ΑΠΩΛΕΣΘΗ χρυσούν ωρολόγιον ανδρικόν. Ο ευρών παρακαλείται να το παραδώση εις τα γραφεία της εφημερίδος. Αμοιβή. Τηλ. 74.612.: [1171, 490, 1345, 521]
